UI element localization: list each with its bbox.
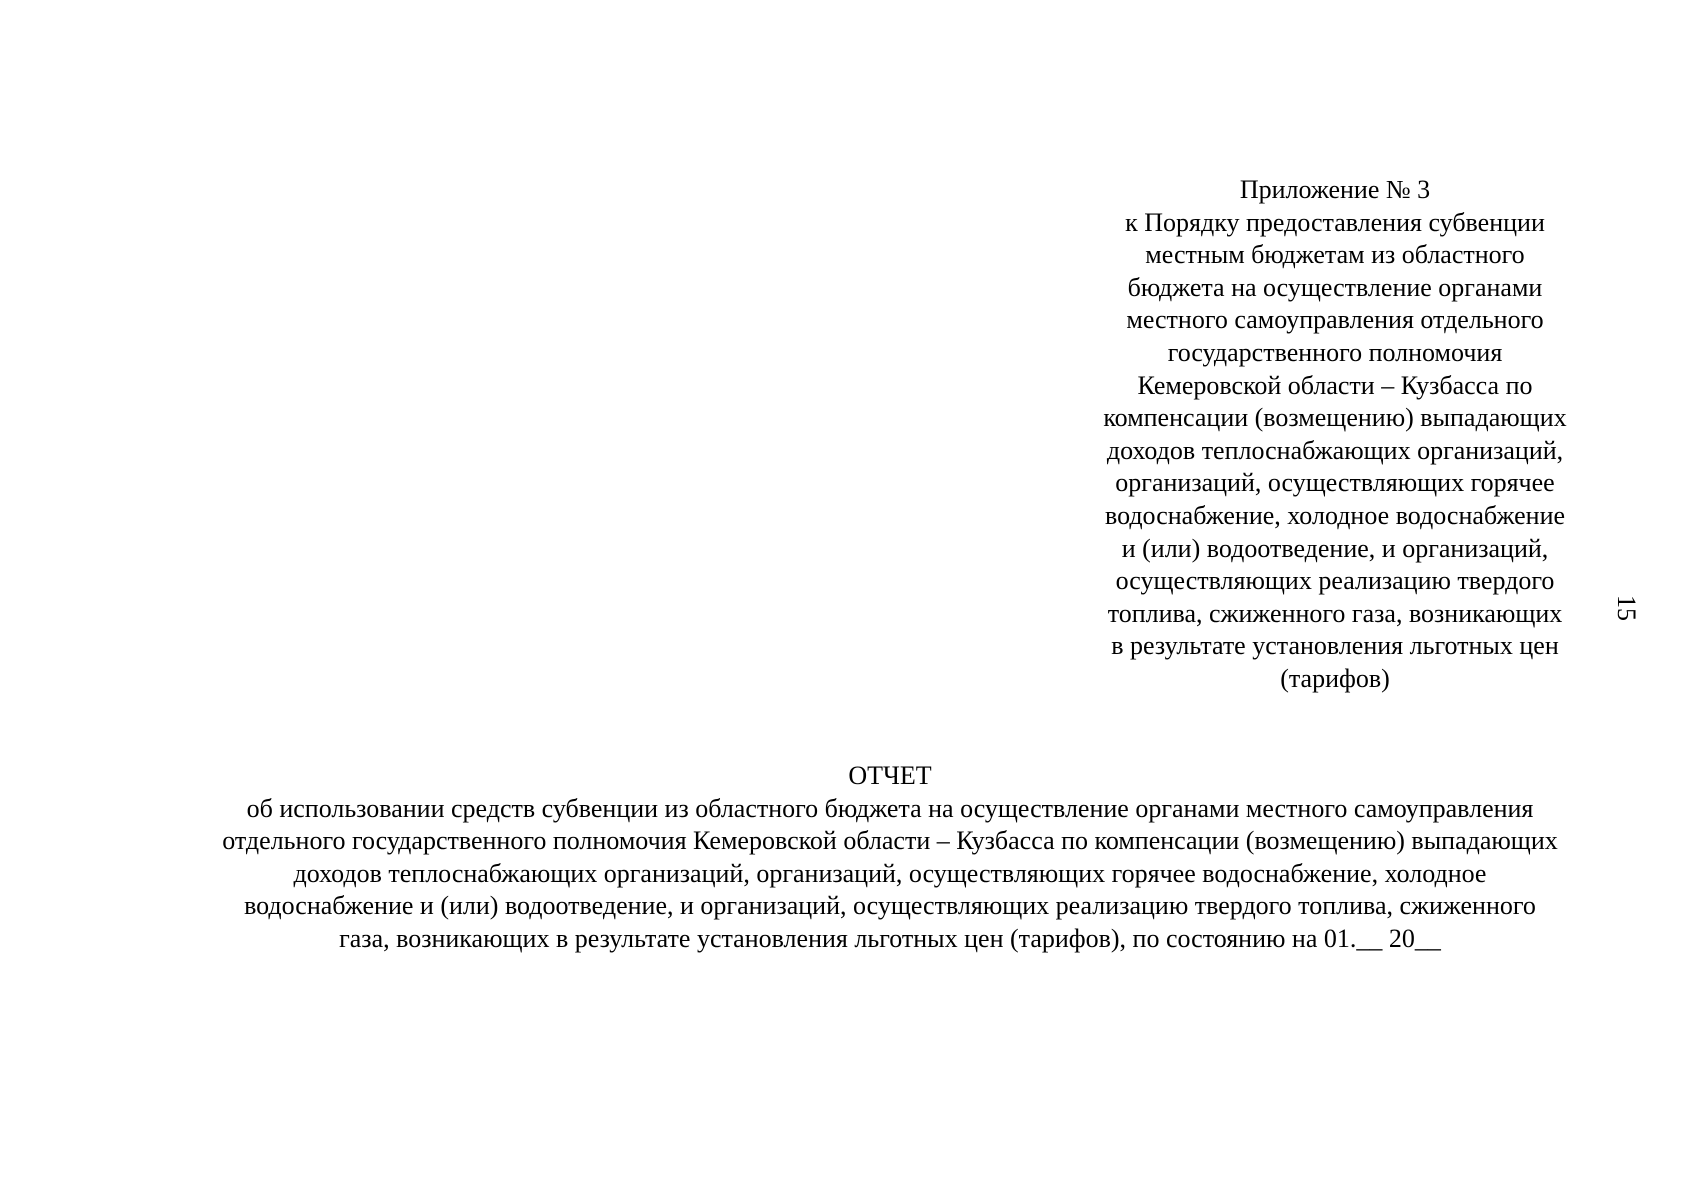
appendix-line: доходов теплоснабжающих организаций, <box>1106 435 1564 465</box>
appendix-line: в результате установления льготных цен <box>1111 631 1559 661</box>
appendix-line: (тарифов) <box>1280 663 1390 693</box>
appendix-line: бюджета на осуществление органами <box>1127 272 1543 302</box>
appendix-line: к Порядку предоставления субвенции <box>1125 207 1545 237</box>
appendix-line: и (или) водоотведение, и организаций, <box>1121 533 1549 563</box>
appendix-number: Приложение № 3 <box>1239 175 1431 204</box>
report-heading <box>0 760 1697 956</box>
report-title: ОТЧЕТ <box>848 761 932 790</box>
report-subtitle-line: водоснабжение и (или) водоотведение, и организаций, осуществляющих реализацию твердого топлива, сжиженного <box>244 891 1536 921</box>
appendix-line: Кемеровской области – Кузбасса по <box>1137 370 1533 400</box>
appendix-line: топлива, сжиженного газа, возникающих <box>1107 598 1563 628</box>
appendix-line: местным бюджетам из областного <box>1145 240 1525 270</box>
appendix-line: компенсации (возмещению) выпадающих <box>1103 403 1567 433</box>
report-subtitle-line: отдельного государственного полномочия Кемеровской области – Кузбасса по компенсации (возмещению) выпадающих <box>222 826 1558 856</box>
report-subtitle-line: газа, возникающих в результате установления льготных цен (тарифов), по состоянию на 01.__ 20__ <box>339 923 1441 953</box>
appendix-line: государственного полномочия <box>1167 337 1503 367</box>
appendix-header <box>1050 174 1620 696</box>
report-subtitle-line: об использовании средств субвенции из областного бюджета на осуществление органами местного самоуправления <box>246 793 1534 823</box>
appendix-line: осуществляющих реализацию твердого <box>1115 566 1555 596</box>
appendix-line: водоснабжение, холодное водоснабжение <box>1104 500 1566 530</box>
report-subtitle-line: доходов теплоснабжающих организаций, организаций, осуществляющих горячее водоснабжение, холодное <box>293 858 1487 888</box>
appendix-line: организаций, осуществляющих горячее <box>1115 468 1555 498</box>
page-number: 15 <box>1612 595 1641 621</box>
appendix-line: местного самоуправления отдельного <box>1126 305 1544 335</box>
